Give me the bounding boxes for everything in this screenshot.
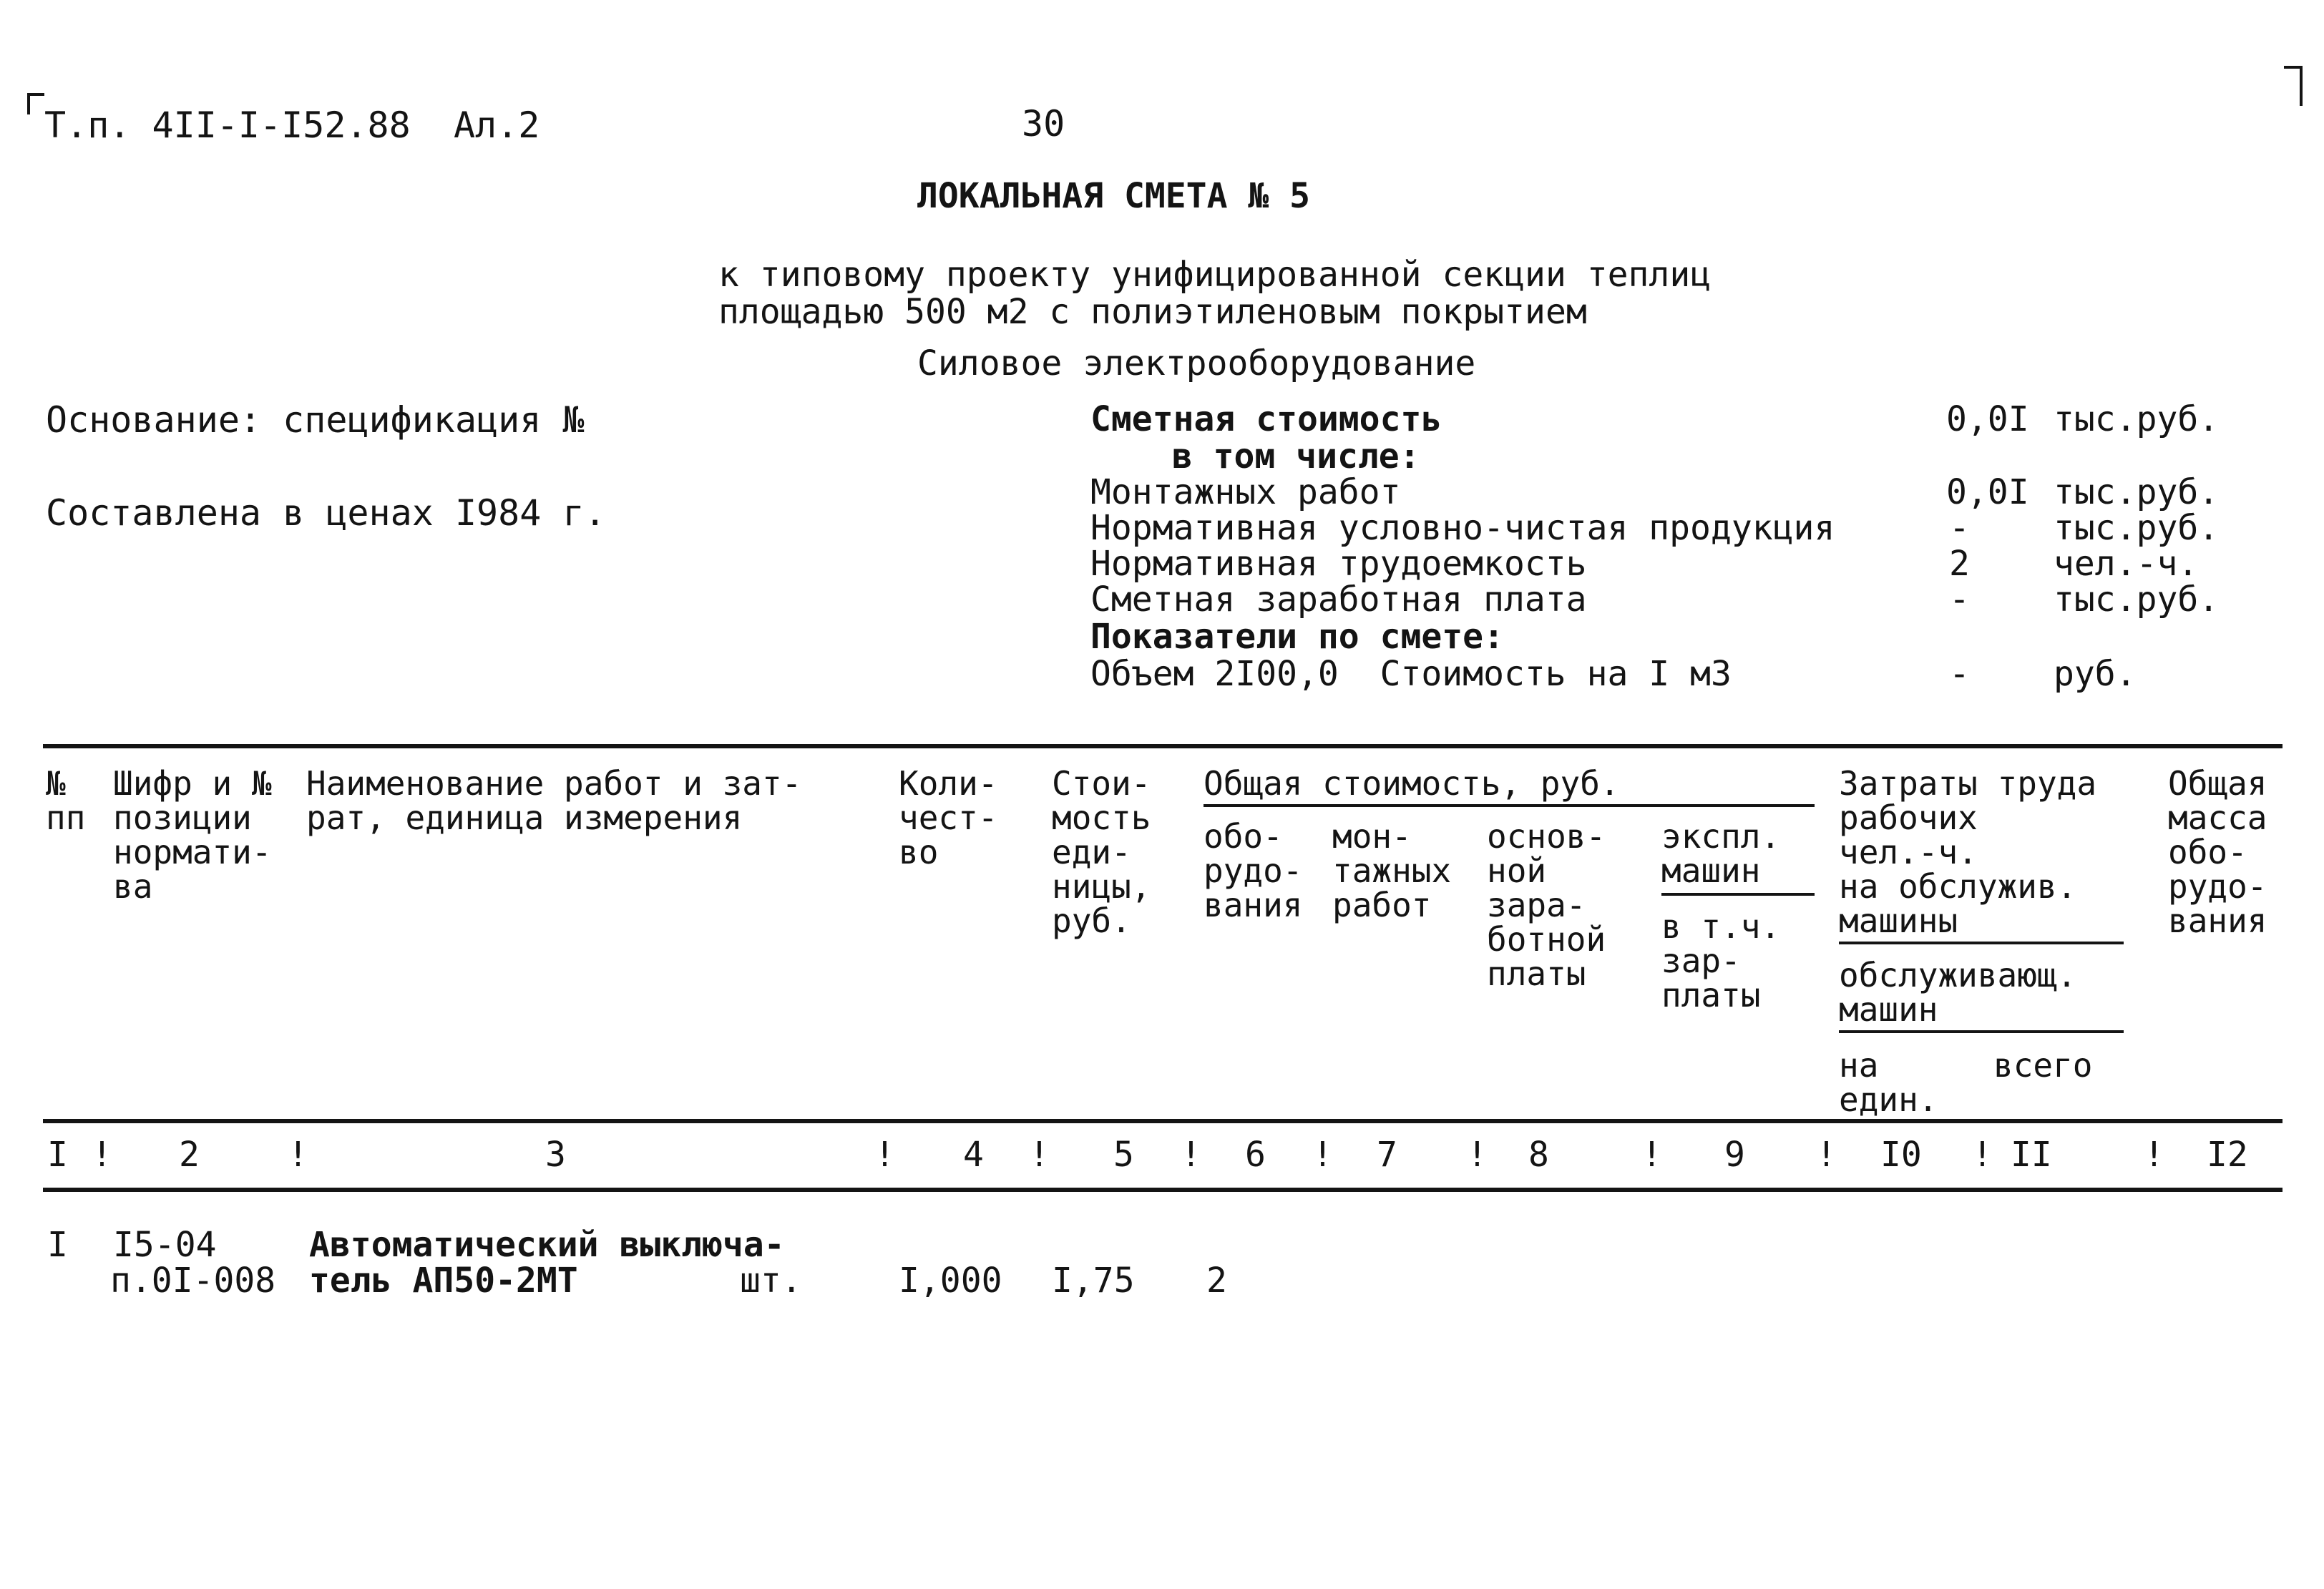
summary-value: - [1949,654,1970,694]
column-separator: ! [1312,1135,1333,1175]
row-code-2: п.0I-008 [110,1261,276,1301]
column-number: I0 [1880,1135,1922,1175]
column-number: 2 [179,1135,200,1175]
column-number: 7 [1377,1135,1397,1175]
column-number: II [2011,1135,2052,1175]
row-code-1: I5-04 [113,1225,217,1265]
summary-unit: тыс.руб. [2054,580,2220,620]
column-separator: ! [92,1135,112,1175]
summary-label: Монтажных работ [1090,472,1401,512]
summary-label: Нормативная условно-чистая продукция [1090,508,1835,548]
column-separator: ! [1816,1135,1837,1175]
column-number: 5 [1113,1135,1134,1175]
document-reference: Т.п. 4II-I-I52.88 Ал.2 [44,104,540,146]
column-separator: ! [1972,1135,1993,1175]
summary-value: - [1949,508,1970,548]
column-separator: ! [1641,1135,1662,1175]
summary-label: Сметная заработная плата [1090,580,1587,620]
row-unit: шт. [740,1261,802,1301]
page-title: ЛОКАЛЬНАЯ СМЕТА № 5 [917,176,1311,216]
row-unit-cost: I,75 [1052,1261,1135,1301]
total-cost-rule [1204,804,1815,807]
summary-unit: руб. [2054,654,2137,694]
summary-unit: тыс.руб. [2054,472,2220,512]
summary-unit: тыс.руб. [2054,399,2220,439]
column-number: 8 [1528,1135,1549,1175]
summary-label: Сметная стоимость [1090,399,1442,439]
summary-value: 2 [1949,544,1970,584]
column-separator: ! [288,1135,308,1175]
section-title: Силовое электрооборудование [917,343,1476,383]
total-cost-header: Общая стоимость, руб. [1204,764,1620,803]
column-number: I2 [2207,1135,2248,1175]
machines-rule [1661,893,1815,896]
column-number: 3 [545,1135,566,1175]
basis-label: Основание: спецификация № [46,399,585,441]
price-base-label: Составлена в ценах I984 г. [46,492,606,534]
labor-service-rule [1839,942,2124,944]
subtitle-line-1: к типовому проекту унифицированной секции теплиц [718,255,1712,295]
row-number: I [47,1225,68,1265]
summary-label: в том числе: [1131,436,1420,476]
row-name-2: тель АП50-2МТ [309,1261,578,1301]
corner-mark-top-right [2281,64,2305,107]
header-bottom-rule [43,1119,2282,1123]
summary-unit: тыс.руб. [2054,508,2220,548]
summary-unit: чел.-ч. [2054,544,2199,584]
column-separator: ! [1467,1135,1488,1175]
summary-value: 0,0I [1946,399,2029,439]
summary-label: Нормативная трудоемкость [1090,544,1587,584]
column-number: 6 [1245,1135,1266,1175]
column-numbers-rule [43,1188,2282,1192]
column-number: I [47,1135,68,1175]
column-separator: ! [1181,1135,1201,1175]
row-name-1: Автоматический выключа- [309,1225,785,1265]
summary-label: Показатели по смете: [1090,617,1504,657]
table-top-rule [43,744,2282,748]
row-equipment-cost: 2 [1206,1261,1227,1301]
column-separator: ! [2144,1135,2164,1175]
summary-label: Объем 2I00,0 Стоимость на I м3 [1090,654,1732,694]
summary-value: - [1949,580,1970,620]
labor-mach-rule [1839,1030,2124,1033]
column-separator: ! [874,1135,895,1175]
column-separator: ! [1029,1135,1050,1175]
row-quantity: I,000 [899,1261,1002,1301]
page-number: 30 [1022,103,1065,145]
column-number: 9 [1724,1135,1745,1175]
summary-value: 0,0I [1946,472,2029,512]
column-number: 4 [963,1135,984,1175]
subtitle-line-2: площадью 500 м2 с полиэтиленовым покрытием [718,292,1587,332]
